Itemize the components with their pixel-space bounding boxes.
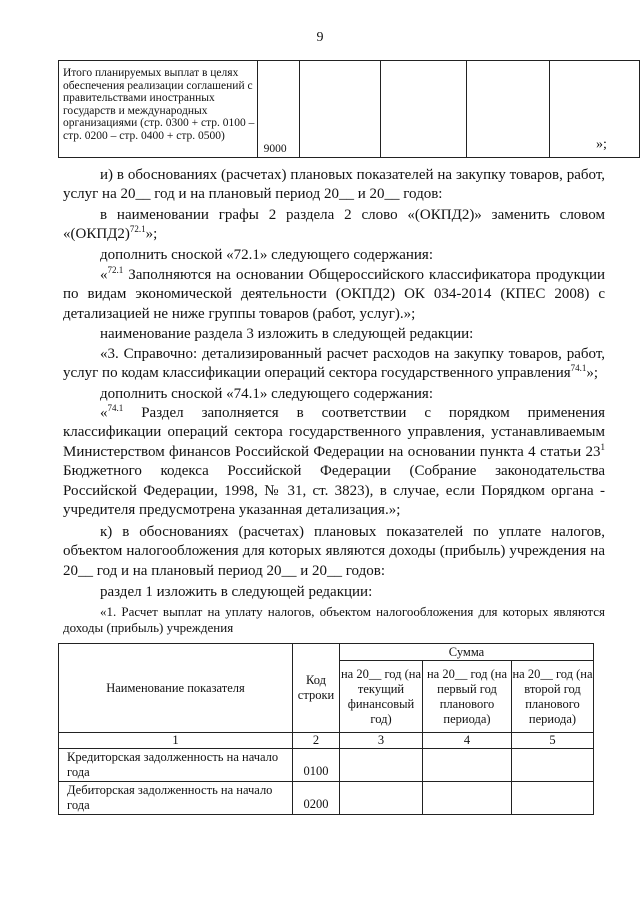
paragraph-text: Заполняются на основании Общероссийского классификатора продукции по видам экономической деятельности (ОКПД2) ОК 034-2014 (КПЕС 2008) с детализацией не ниже группы товаров (работ, услуг).»;: [63, 267, 605, 322]
row-code: 0200: [293, 782, 340, 815]
row-label: Дебиторская задолженность на начало года: [59, 782, 293, 815]
paragraph-i: и) в обоснованиях (расчетах) плановых показателей на закупку товаров, работ, услуг на 20__ год и на плановый период 20__ и 20__ годов:: [63, 167, 605, 203]
empty-cell: [340, 749, 423, 782]
table-row: [59, 749, 594, 782]
column-number: 4: [423, 733, 512, 749]
empty-cell: [423, 782, 512, 815]
row-label: Кредиторская задолженность на начало года: [59, 749, 293, 782]
paragraph-text: Раздел заполняется в соответствии с порядком применения классификации операций сектора государственного управления, устанавливаемым Министерством финансов Российской Федерации на основании пункта 4 статьи 23: [63, 405, 605, 460]
paragraph-section-3-title: [63, 345, 605, 384]
paragraph-text: «3. Справочно: детализированный расчет расходов на закупку товаров, работ, услуг по кодам классификации операций сектора государственного управления: [63, 346, 605, 382]
paragraph-text: »;: [586, 365, 599, 382]
footnote-ref: 74.1: [570, 363, 587, 374]
row-code: 0100: [293, 749, 340, 782]
empty-cell: [550, 61, 640, 158]
header-indicator-name: Наименование показателя: [59, 644, 293, 733]
table-row: [59, 61, 640, 158]
empty-cell: [340, 782, 423, 815]
row-label: Итого планируемых выплат в целях обеспечения реализации соглашений с правительствами иностранных государств и международных организациями (стр. 0300 + стр. 0100 – стр. 0200 – стр. 0400 + стр. 0500): [59, 61, 258, 158]
paragraph-text: «: [100, 267, 108, 283]
paragraph-section-3: наименование раздела 3 изложить в следующей редакции:: [100, 326, 474, 342]
tax-payment-table: [58, 643, 594, 815]
paragraph-add-footnote: дополнить сноской «72.1» следующего содержания:: [100, 247, 434, 263]
paragraph-k: к) в обоснованиях (расчетах) плановых показателей по уплате налогов, объектом налогообложения для которых являются доходы (прибыль) учреждения на 20__ год и на плановый период 20__ и 20__ годов:: [63, 524, 605, 579]
paragraph-text: Бюджетного кодекса Российской Федерации (Собрание законодательства Российской Федерации, 1998, № 31, ст. 3823), в случае, если Порядком органа - учредителя предусмотрена указанная детализация.»;: [63, 463, 605, 519]
footnote-ref: 72.1: [107, 265, 124, 275]
empty-cell: [512, 749, 594, 782]
closing-quote: »;: [596, 137, 607, 152]
footnote-ref: 72.1: [129, 224, 146, 235]
header-current-year: на 20__ год (на текущий финансовый год): [340, 661, 423, 733]
paragraph-section-1: раздел 1 изложить в следующей редакции:: [100, 584, 373, 600]
footnote-ref: 74.1: [107, 403, 124, 413]
summary-table: [58, 60, 640, 158]
paragraph-footnote-72: [63, 266, 605, 324]
header-second-plan-year: на 20__ год (на второй год планового периода): [512, 661, 594, 733]
page-number: 9: [316, 30, 324, 45]
table-row: [59, 782, 594, 815]
column-number: 2: [293, 733, 340, 749]
table-header-row: [59, 644, 594, 661]
paragraph-text: «: [100, 405, 108, 421]
footnote-ref: 1: [600, 441, 605, 452]
paragraph-footnote-74: [63, 404, 605, 520]
column-number: 1: [59, 733, 293, 749]
header-row-code: Код строки: [293, 644, 340, 733]
paragraph-column-rename: [63, 206, 605, 245]
header-first-plan-year: на 20__ год (на первый год планового периода): [423, 661, 512, 733]
row-code: 9000: [257, 61, 299, 158]
empty-cell: [467, 61, 550, 158]
empty-cell: [512, 782, 594, 815]
paragraph-text: в наименовании графы 2 раздела 2 слово «(ОКПД2)» заменить словом «(ОКПД2): [63, 207, 605, 243]
column-number: 5: [512, 733, 594, 749]
column-number: 3: [340, 733, 423, 749]
empty-cell: [423, 749, 512, 782]
table-caption: «1. Расчет выплат на уплату налогов, объектом налогообложения для которых являются доходы (прибыль) учреждения: [63, 604, 605, 635]
table-number-row: [59, 733, 594, 749]
header-sum: Сумма: [340, 644, 594, 661]
paragraph-text: »;: [145, 226, 158, 243]
paragraph-add-footnote-74: дополнить сноской «74.1» следующего содержания:: [100, 386, 434, 402]
empty-cell: [381, 61, 467, 158]
empty-cell: [299, 61, 381, 158]
